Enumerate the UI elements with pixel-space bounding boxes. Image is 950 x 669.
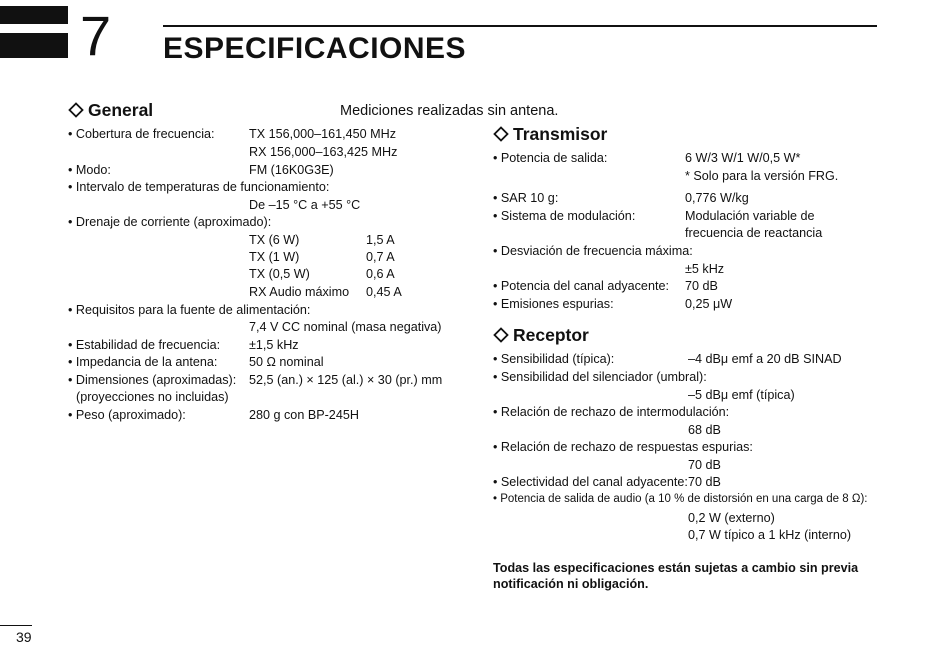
spec-value: 0,7 W típico a 1 kHz (interno) (688, 528, 852, 542)
spec-value: –4 dBμ emf a 20 dB SINAD (688, 352, 842, 366)
spec-value: 0,25 μW (685, 297, 733, 311)
spec-value: 68 dB (688, 423, 721, 437)
spec-label: • Drenaje de corriente (aproximado): (68, 215, 272, 229)
diamond-icon (68, 102, 84, 118)
spec-label: • Sensibilidad (típica): (493, 352, 615, 366)
section-general-heading: General (68, 102, 153, 120)
spec-value: 7,4 V CC nominal (masa negativa) (249, 320, 442, 334)
spec-value: 52,5 (an.) × 125 (al.) × 30 (pr.) mm (249, 373, 443, 387)
spec-value: –5 dBμ emf (típica) (688, 388, 795, 402)
spec-label: • Potencia de salida: (493, 151, 608, 165)
spec-label: • Selectividad del canal adyacente: (493, 475, 688, 489)
disclaimer-note (493, 560, 858, 592)
diamond-icon (493, 126, 509, 142)
spec-value: frecuencia de reactancia (685, 226, 823, 240)
diamond-icon (493, 327, 509, 343)
drain-condition: TX (6 W) (249, 233, 300, 247)
drain-condition: TX (0,5 W) (249, 267, 310, 281)
spec-label: • Peso (aproximado): (68, 408, 186, 422)
spec-value: 70 dB (685, 279, 718, 293)
spec-label: • SAR 10 g: (493, 191, 559, 205)
spec-value: 0,776 W/kg (685, 191, 749, 205)
spec-label: • Requisitos para la fuente de alimentación: (68, 303, 311, 317)
chapter-number: 7 (80, 4, 112, 67)
page-title: ESPECIFICACIONES (163, 32, 467, 65)
page-number: 39 (16, 629, 32, 645)
spec-value: 50 Ω nominal (249, 355, 324, 369)
drain-value: 0,7 A (366, 250, 395, 264)
spec-note: (proyecciones no incluidas) (76, 390, 229, 404)
drain-value: 0,45 A (366, 285, 402, 299)
spec-value: TX 156,000–161,450 MHz (249, 127, 397, 141)
disclaimer-line: Todas las especificaciones están sujetas a cambio sin previa (493, 561, 859, 575)
spec-label: • Relación de rechazo de respuestas espurias: (493, 440, 753, 454)
spec-label: • Dimensiones (aproximadas): (68, 373, 237, 387)
spec-label: • Sistema de modulación: (493, 209, 636, 223)
section-transmitter-heading: Transmisor (493, 126, 607, 144)
header-rule (163, 25, 877, 27)
spec-label: • Potencia del canal adyacente: (493, 279, 669, 293)
chapter-tab (0, 0, 68, 58)
spec-label: • Emisiones espurias: (493, 297, 614, 311)
drain-condition: TX (1 W) (249, 250, 300, 264)
disclaimer-line: notificación ni obligación. (493, 577, 649, 591)
spec-label: • Modo: (68, 163, 111, 177)
spec-label: • Intervalo de temperaturas de funcionamiento: (68, 180, 330, 194)
spec-label: • Sensibilidad del silenciador (umbral): (493, 370, 707, 384)
spec-note: * Solo para la versión FRG. (685, 169, 839, 183)
spec-label: • Desviación de frecuencia máxima: (493, 244, 693, 258)
spec-label: • Impedancia de la antena: (68, 355, 218, 369)
spec-value: FM (16K0G3E) (249, 163, 334, 177)
spec-value: ±5 kHz (685, 262, 725, 276)
spec-value: 6 W/3 W/1 W/0,5 W* (685, 151, 801, 165)
spec-label: • Cobertura de frecuencia: (68, 127, 215, 141)
spec-value: 0,2 W (externo) (688, 511, 775, 525)
spec-label: • Relación de rechazo de intermodulación: (493, 405, 730, 419)
spec-value: De –15 °C a +55 °C (249, 198, 361, 212)
page-number-rule (0, 625, 32, 626)
spec-value: ±1,5 kHz (249, 338, 299, 352)
spec-label: • Potencia de salida de audio (a 10 % de distorsión en una carga de 8 Ω): (493, 493, 868, 505)
spec-value: 70 dB (688, 458, 721, 472)
spec-value: Modulación variable de (685, 209, 815, 223)
drain-value: 0,6 A (366, 267, 395, 281)
spec-value: RX 156,000–163,425 MHz (249, 145, 398, 159)
drain-value: 1,5 A (366, 233, 395, 247)
spec-value: 70 dB (688, 475, 721, 489)
spec-value: 280 g con BP-245H (249, 408, 359, 422)
section-receiver-heading: Receptor (493, 327, 589, 345)
spec-label: • Estabilidad de frecuencia: (68, 338, 221, 352)
drain-condition: RX Audio máximo (249, 285, 350, 299)
measurement-note: Mediciones realizadas sin antena. (340, 103, 559, 119)
